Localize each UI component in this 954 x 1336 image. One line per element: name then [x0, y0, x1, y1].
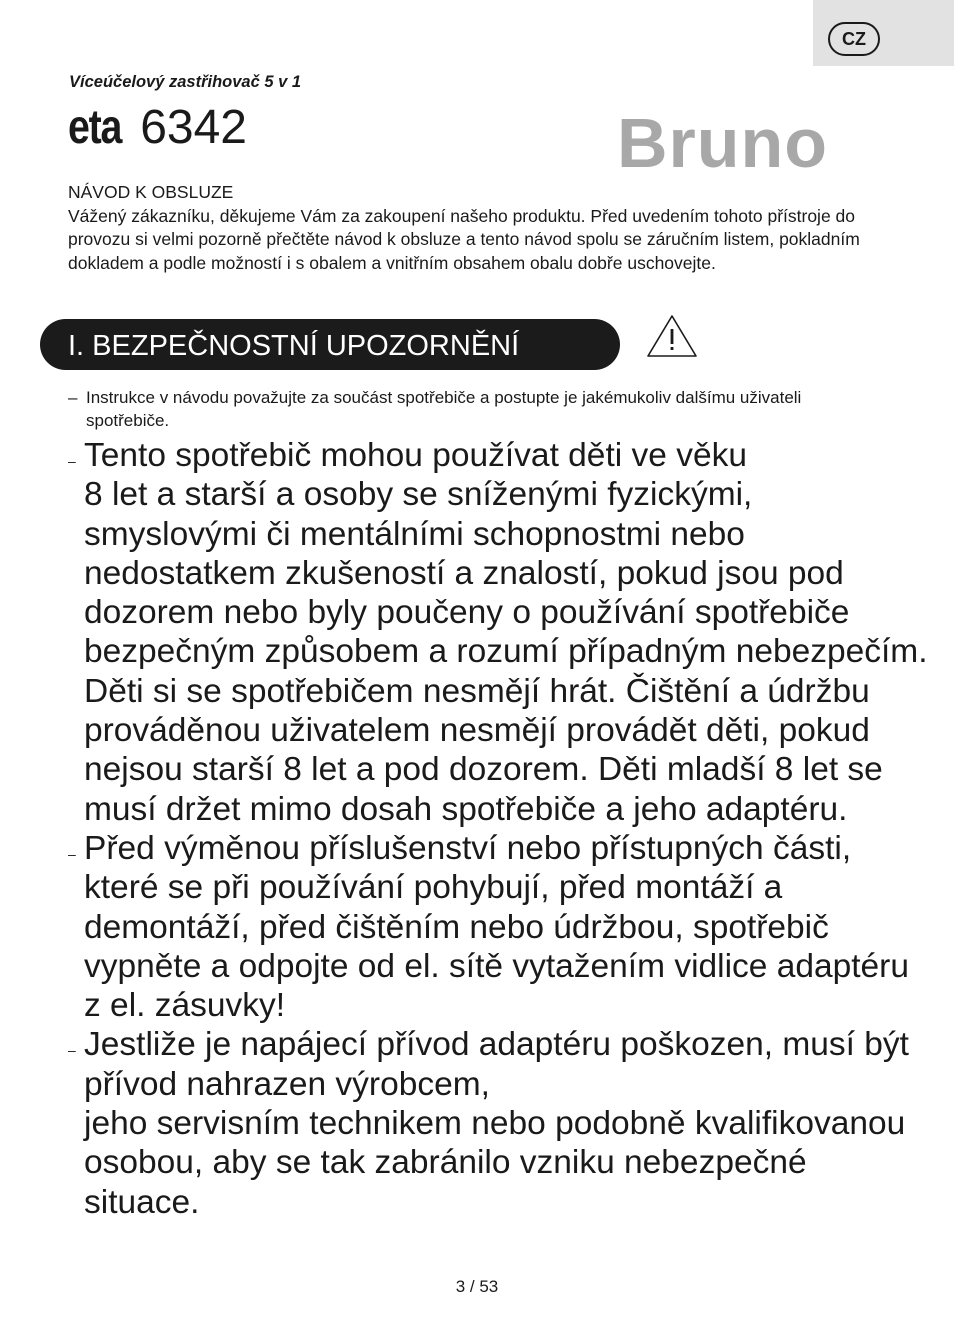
safety-list	[68, 436, 928, 1222]
list-item-text: Jestliže je napájecí přívod adaptéru poškozen, musí být přívod nahrazen výrobcem, jeho servisním technikem nebo podobně kvalifikovanou osobou, aby se tak zabránilo vzniku nebezpečné situace.	[84, 1026, 909, 1221]
page-number: 3 / 53	[455, 1277, 499, 1296]
list-item-text: Tento spotřebič mohou používat děti ve věku 8 let a starší a osoby se sníženými fyzickými, smyslovými či mentálními schopnostmi nebo nedostatkem zkušeností a znalostí, pokud jsou pod dozorem nebo byly poučeny o používání spotřebiče bezpečným způsobem a rozumí případným nebezpečím. Děti si se spotřebičem nesmějí hrát. Čištění a údržbu prováděnou uživatelem nesmějí provádět děti, pokud nejsou starší 8 let a pod dozorem. Děti mladší 8 let se musí držet mimo dosah spotřebiče a jeho adaptéru.	[84, 437, 928, 828]
section-title: I. BEZPEČNOSTNÍ UPOZORNĚNÍ	[68, 330, 520, 362]
list-item-text: Instrukce v návodu považujte za součást spotřebiče a postupte je jakémukoliv dalšímu uživateli spotřebiče.	[86, 388, 802, 430]
list-item	[68, 829, 928, 1025]
language-badge: CZ	[828, 22, 880, 56]
section-header	[40, 319, 620, 370]
intro-heading: NÁVOD K OBSLUZE	[68, 182, 234, 202]
list-item	[68, 436, 928, 829]
warning-triangle-icon	[645, 313, 699, 359]
intro-text: Vážený zákazníku, děkujeme Vám za zakoupení našeho produktu. Před uvedením tohoto přístroje do provozu si velmi pozorně přečtěte návod k obsluze a tento návod spolu se záručním listem, pokladním dokladem a podle možností i s obalem a vnitřním obsahem obalu dobře uschovejte.	[68, 205, 860, 273]
model-name: Bruno	[617, 104, 829, 182]
list-dash: –	[68, 388, 78, 407]
list-dash: –	[68, 845, 76, 862]
list-item	[68, 386, 888, 432]
list-item	[68, 1025, 928, 1221]
language-tab	[813, 0, 954, 66]
brand-logo: eta	[68, 101, 122, 154]
brand-model	[68, 101, 247, 154]
list-dash: –	[68, 1042, 76, 1059]
product-subtitle: Víceúčelový zastřihovač 5 v 1	[69, 73, 302, 91]
list-item-text: Před výměnou příslušenství nebo přístupných části, které se při používání pohybují, před montáží a demontáží, před čištěním nebo údržbou, spotřebič vypněte a odpojte od el. sítě vytažením vidlice adaptéru z el. zásuvky!	[84, 829, 909, 1025]
list-dash: –	[68, 453, 76, 469]
intro-block	[68, 181, 918, 275]
model-number: 6342	[140, 101, 247, 154]
